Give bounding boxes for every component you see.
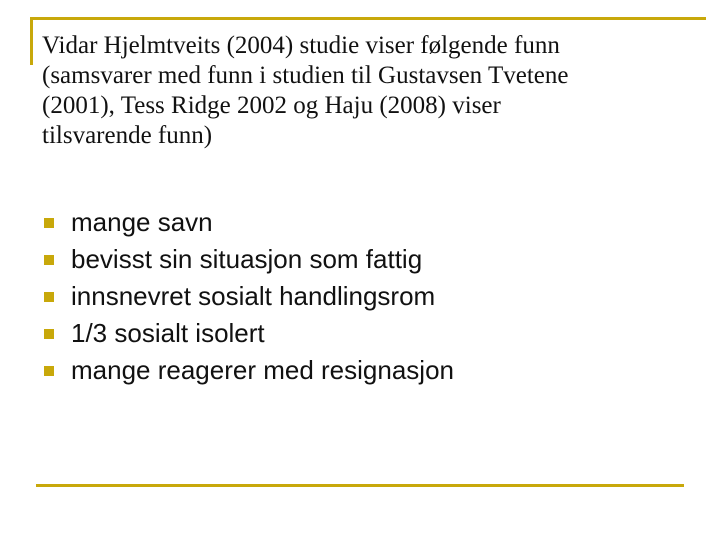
bullet-text: mange savn [71,207,213,237]
frame-bottom-rule [36,484,684,487]
list-item [44,204,454,241]
list-item [44,278,454,315]
title-line: tilsvarende funn) [42,122,213,149]
square-bullet-icon [44,366,54,376]
square-bullet-icon [44,329,54,339]
bullet-text: 1/3 sosialt isolert [71,318,265,348]
bullet-list [44,204,454,389]
slide-title [42,31,692,151]
title-line: Vidar Hjelmtveits (2004) studie viser følgende funn [42,32,560,59]
list-item [44,315,454,352]
bullet-text: bevisst sin situasjon som fattig [71,244,423,274]
title-line: (2001), Tess Ridge 2002 og Haju (2008) viser [42,92,501,119]
list-item [44,352,454,389]
bullet-text: mange reagerer med resignasjon [71,355,454,385]
square-bullet-icon [44,292,54,302]
frame-top-rule [30,17,706,20]
list-item [44,241,454,278]
square-bullet-icon [44,255,54,265]
title-line: (samsvarer med funn i studien til Gustavsen Tvetene [42,62,569,89]
bullet-text: innsnevret sosialt handlingsrom [71,281,436,311]
frame-left-rule [30,17,33,65]
square-bullet-icon [44,218,54,228]
